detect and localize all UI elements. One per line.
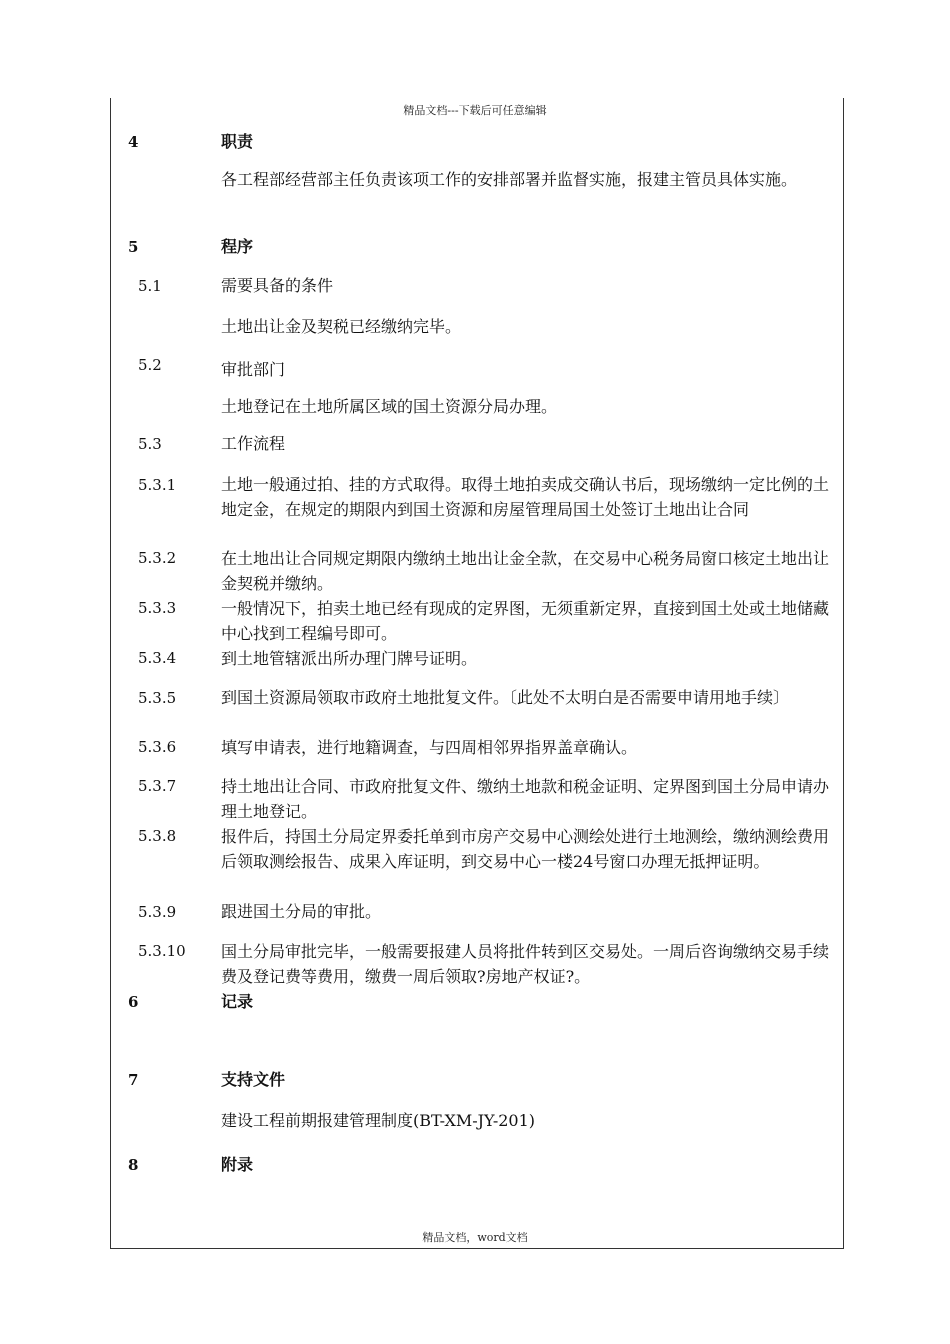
section-number-8: 8 bbox=[128, 1156, 139, 1174]
section-number-5: 5 bbox=[128, 238, 139, 256]
step-number: 5.3.10 bbox=[138, 942, 186, 960]
section-title-procedure: 程序 bbox=[221, 237, 254, 256]
step-text: 国土分局审批完毕，一般需要报建人员将批件转到区交易处。一周后咨询缴纳交易手续费及登记费等费用，缴费一周后领取?房地产权证?。 bbox=[221, 942, 830, 986]
section-number-4: 4 bbox=[128, 133, 139, 151]
section-text-supporting-docs: 建设工程前期报建管理制度(BT-XM-JY-201) bbox=[221, 1111, 536, 1130]
step-number: 5.3.3 bbox=[138, 599, 177, 617]
step-text: 到国土资源局领取市政府土地批复文件。〔此处不太明白是否需要申请用地手续〕 bbox=[221, 688, 790, 707]
section-number-7: 7 bbox=[128, 1071, 139, 1089]
step-text: 报件后，持国土分局定界委托单到市房产交易中心测绘处进行土地测绘，缴纳测绘费用后领取测绘报告、成果入库证明，到交易中心一楼24号窗口办理无抵押证明。 bbox=[221, 827, 830, 871]
step-text: 一般情况下，拍卖土地已经有现成的定界图，无须重新定界，直接到国土处或土地储藏中心找到工程编号即可。 bbox=[221, 599, 830, 643]
step-number: 5.3.1 bbox=[138, 476, 177, 494]
step-number: 5.3.8 bbox=[138, 827, 177, 845]
section-title-responsibility: 职责 bbox=[221, 132, 254, 151]
step-text: 土地一般通过拍、挂的方式取得。取得土地拍卖成交确认书后，现场缴纳一定比例的土地定金，在规定的期限内到国土资源和房屋管理局国土处签订土地出让合同 bbox=[221, 475, 830, 519]
subsection-number-5-2: 5.2 bbox=[138, 356, 162, 374]
step-number: 5.3.4 bbox=[138, 649, 177, 667]
step-number: 5.3.9 bbox=[138, 903, 177, 921]
step-number: 5.3.7 bbox=[138, 777, 177, 795]
section-title-supporting-docs: 支持文件 bbox=[221, 1070, 286, 1089]
step-number: 5.3.6 bbox=[138, 738, 177, 756]
section-text-responsibility: 各工程部经营部主任负责该项工作的安排部署并监督实施，报建主管员具体实施。 bbox=[221, 170, 798, 189]
subsection-title-conditions: 需要具备的条件 bbox=[221, 276, 334, 295]
subsection-title-approval-dept: 审批部门 bbox=[221, 360, 286, 379]
step-number: 5.3.2 bbox=[138, 549, 177, 567]
section-title-appendix: 附录 bbox=[221, 1155, 254, 1174]
subsection-title-workflow: 工作流程 bbox=[221, 434, 286, 453]
header-note: 精品文档---下载后可任意编辑 bbox=[403, 104, 547, 117]
subsection-text-conditions: 土地出让金及契税已经缴纳完毕。 bbox=[221, 317, 462, 336]
section-title-records: 记录 bbox=[221, 992, 254, 1011]
subsection-number-5-3: 5.3 bbox=[138, 435, 162, 453]
step-text: 在土地出让合同规定期限内缴纳土地出让金全款，在交易中心税务局窗口核定土地出让金契税并缴纳。 bbox=[221, 549, 830, 593]
step-number: 5.3.5 bbox=[138, 689, 177, 707]
subsection-text-approval-dept: 土地登记在土地所属区域的国土资源分局办理。 bbox=[221, 397, 558, 416]
step-text: 持土地出让合同、市政府批复文件、缴纳土地款和税金证明、定界图到国土分局申请办理土地登记。 bbox=[221, 777, 830, 821]
step-text: 到土地管辖派出所办理门牌号证明。 bbox=[221, 649, 478, 668]
step-text: 填写申请表，进行地籍调查，与四周相邻界指界盖章确认。 bbox=[221, 738, 638, 757]
step-text: 跟进国土分局的审批。 bbox=[221, 902, 382, 921]
section-number-6: 6 bbox=[128, 993, 139, 1011]
subsection-number-5-1: 5.1 bbox=[138, 277, 162, 295]
footer-note: 精品文档，word文档 bbox=[422, 1231, 528, 1244]
